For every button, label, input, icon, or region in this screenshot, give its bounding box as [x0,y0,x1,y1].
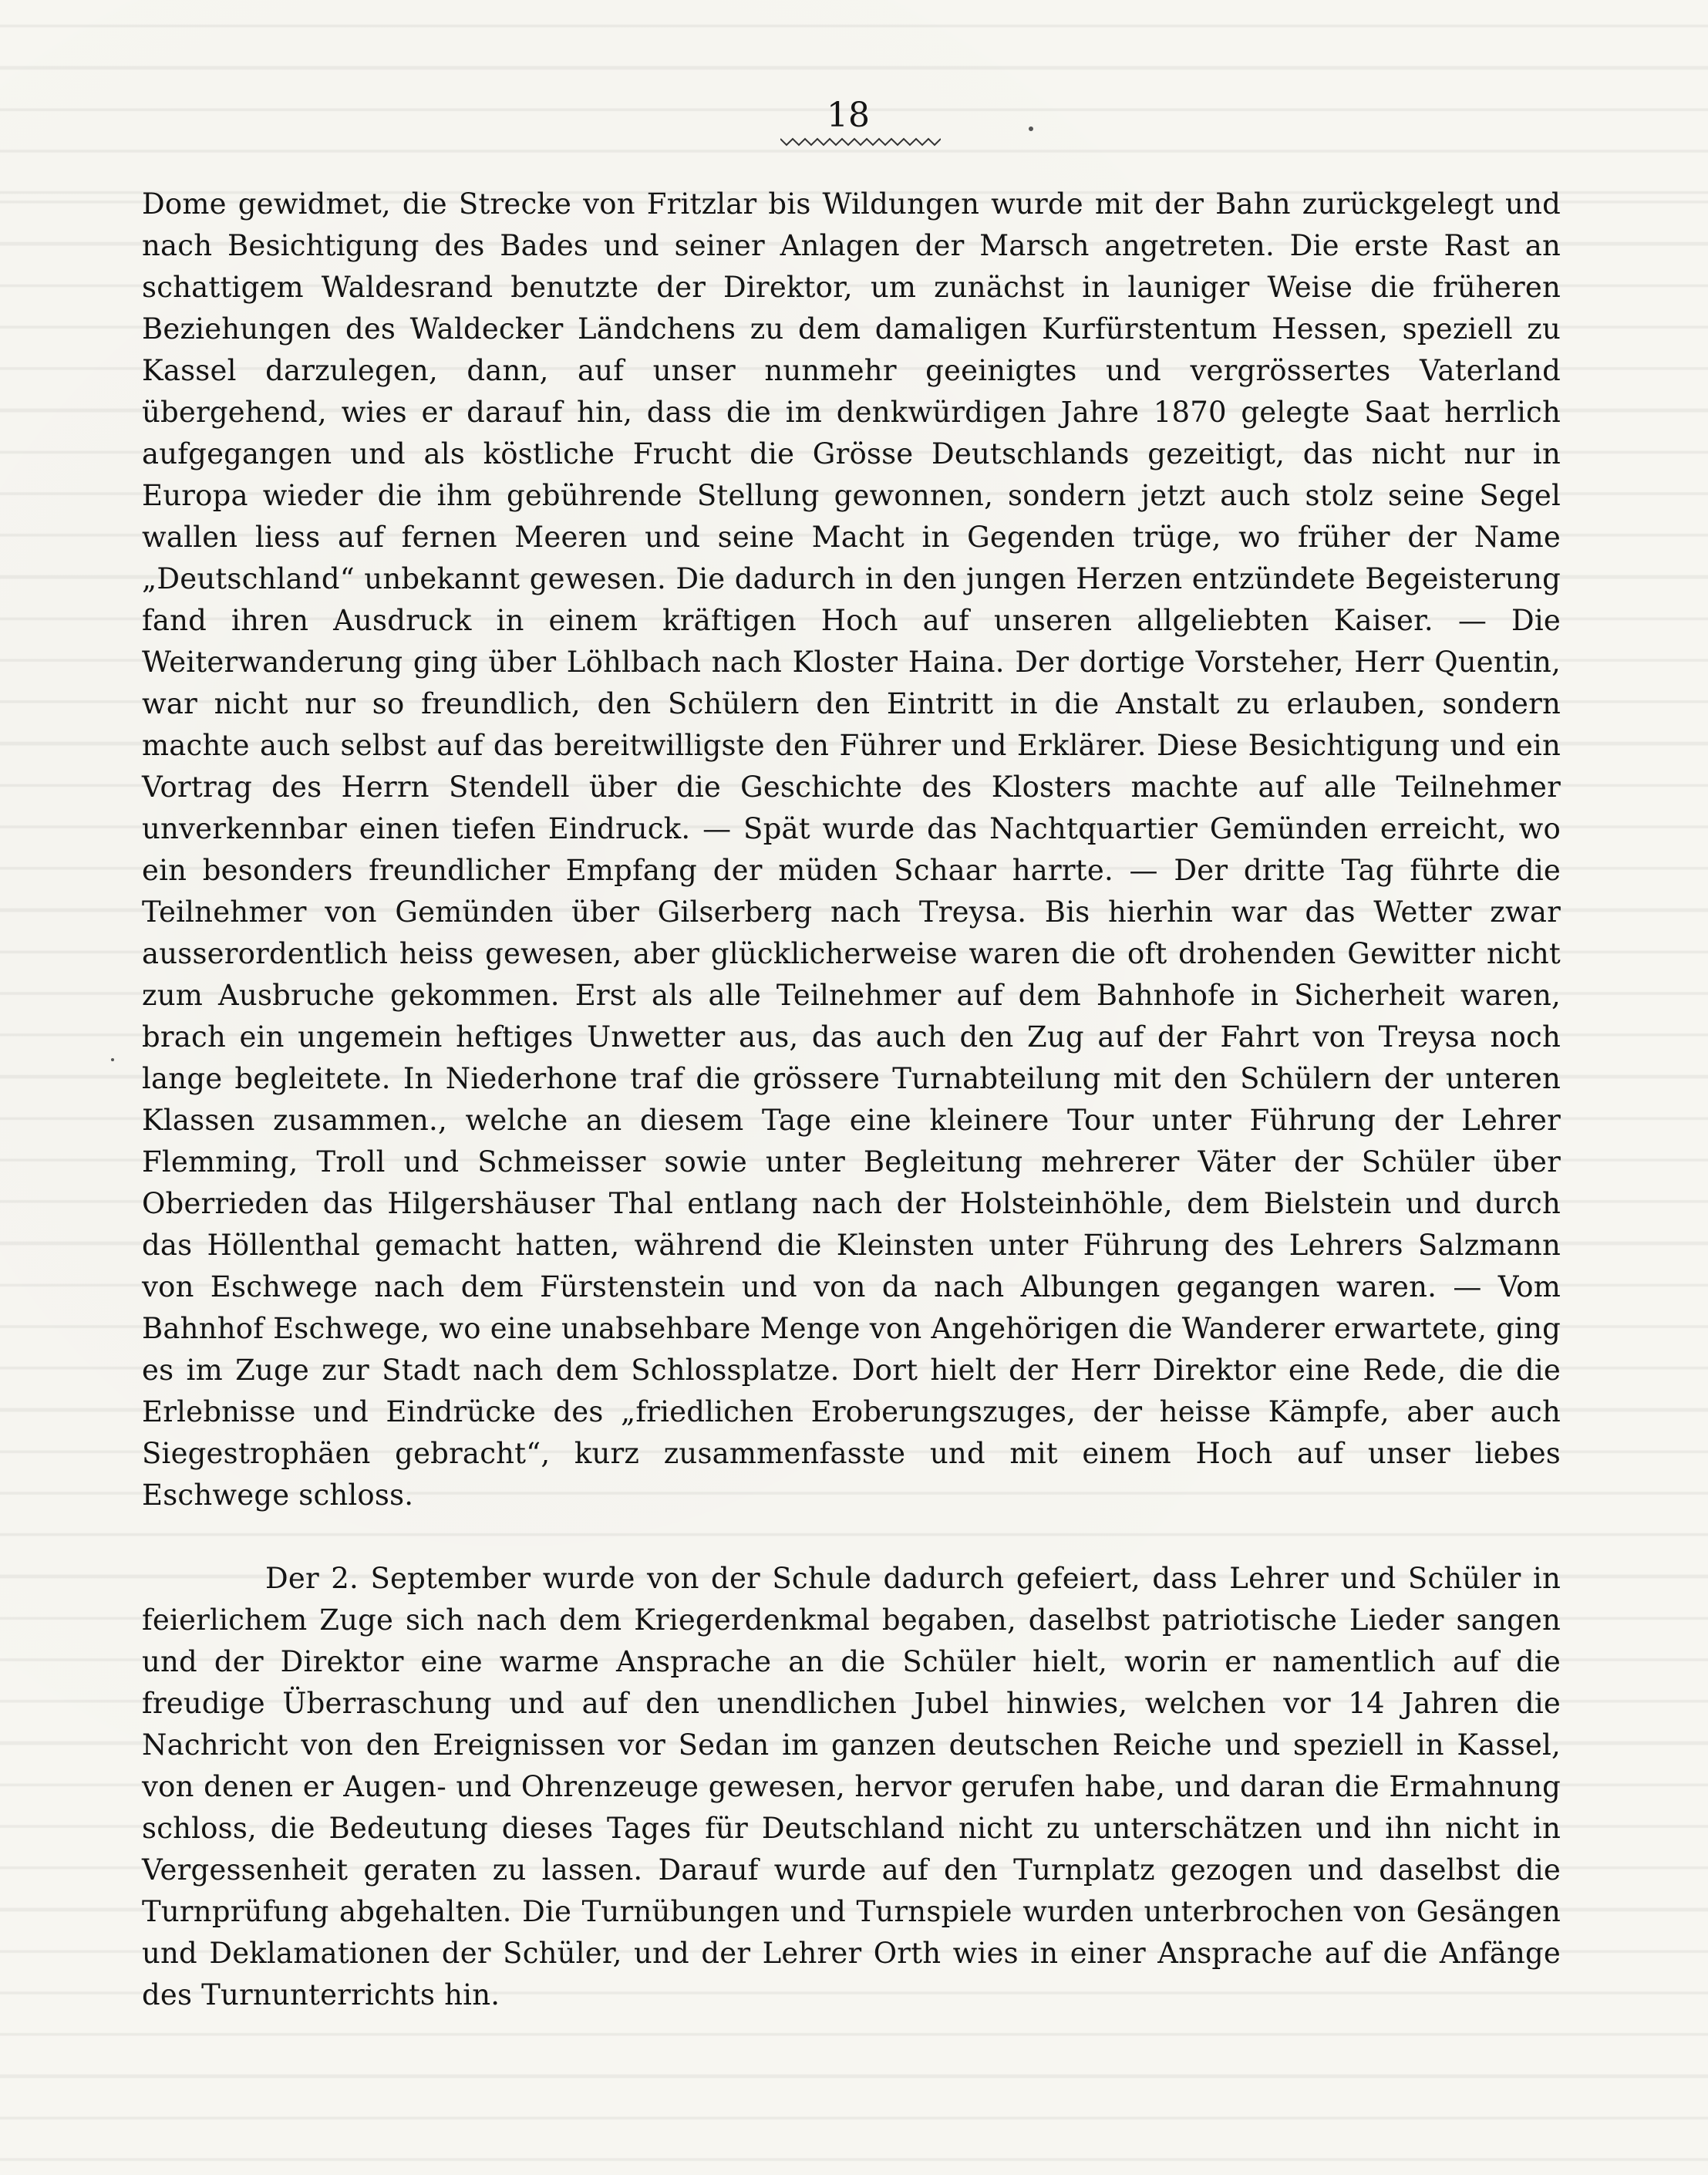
body-text [142,184,1561,2016]
ink-speck [1029,126,1033,131]
flourish-line [780,139,941,145]
ink-speck [111,1058,114,1061]
page-number: 18 [827,96,870,135]
page-number-flourish [780,136,941,148]
paragraph-sedan-day: Der 2. September wurde von der Schule dadurch gefeiert, dass Lehrer und Schüler in feierlichem Zuge sich nach dem Kriegerdenkmal begaben, daselbst patriotische Lieder sangen und der Direktor eine warme Ansprache an die Schüler hielt, worin er namentlich auf die freudige Überraschung und auf den unendlichen Jubel hinwies, welchen vor 14 Jahren die Nachricht von den Ereignissen vor Sedan im ganzen deutschen Reiche und speziell in Kassel, von denen er Augen- und Ohrenzeuge gewesen, hervor gerufen habe, und daran die Ermahnung schloss, die Bedeutung dieses Tages für Deutschland nicht zu unterschätzen und ihn nicht in Vergessenheit geraten zu lassen. Darauf wurde auf den Turnplatz gezogen und daselbst die Turnprüfung abgehalten. Die Turnübungen und Turnspiele wurden unterbrochen von Gesängen und Deklamationen der Schüler, und der Lehrer Orth wies in einer Ansprache auf die Anfänge des Turnunterrichts hin. [142,1562,1561,2011]
paragraph-excursion: Dome gewidmet, die Strecke von Fritzlar bis Wildungen wurde mit der Bahn zurückgelegt und nach Besichtigung des Bades und seiner Anlagen der Marsch angetreten. Die erste Rast an schattigem Waldesrand benutzte der Direktor, um zunächst in launiger Weise die früheren Beziehungen des Waldecker Ländchens zu dem damaligen Kurfürstentum Hessen, speziell zu Kassel darzulegen, dann, auf unser nunmehr geeinigtes und vergrössertes Vaterland übergehend, wies er darauf hin, dass die im denkwürdigen Jahre 1870 gelegte Saat herrlich aufgegangen und als köstliche Frucht die Grösse Deutschlands gezeitigt, das nicht nur in Europa wieder die ihm gebührende Stellung gewonnen, sondern jetzt auch stolz seine Segel wallen liess auf fernen Meeren und seine Macht in Gegenden trüge, wo früher der Name „Deutschland“ unbekannt gewesen. Die dadurch in den jungen Herzen entzündete Begeisterung fand ihren Ausdruck in einem kräftigen Hoch auf unseren allgeliebten Kaiser. — Die Weiterwanderung ging über Löhlbach nach Kloster Haina. Der dortige Vorsteher, Herr Quentin, war nicht nur so freundlich, den Schülern den Eintritt in die Anstalt zu erlauben, sondern machte auch selbst auf das bereitwilligste den Führer und Erklärer. Diese Besichtigung und ein Vortrag des Herrn Stendell über die Geschichte des Klosters machte auf alle Teilnehmer unverkennbar einen tiefen Eindruck. — Spät wurde das Nachtquartier Gemünden erreicht, wo ein besonders freundlicher Empfang der müden Schaar harrte. — Der dritte Tag führte die Teilnehmer von Gemünden über Gilserberg nach Treysa. Bis hierhin war das Wetter zwar ausserordentlich heiss gewesen, aber glücklicherweise waren die oft drohenden Gewitter nicht zum Ausbruche gekommen. Erst als alle Teilnehmer auf dem Bahnhofe in Sicherheit waren, brach ein ungemein heftiges Unwetter aus, das auch den Zug auf der Fahrt von Treysa noch lange begleitete. In Niederhone traf die grössere Turnabteilung mit den Schülern der unteren Klassen zusammen., welche an diesem Tage eine kleinere Tour unter Führung der Lehrer Flemming, Troll und Schmeisser sowie unter Begleitung mehrerer Väter der Schüler über Oberrieden das Hilgershäuser Thal entlang nach der Holsteinhöhle, dem Bielstein und durch das Höllenthal gemacht hatten, während die Kleinsten unter Führung des Lehrers Salzmann von Eschwege nach dem Fürstenstein und von da nach Albungen gegangen waren. — Vom Bahnhof Eschwege, wo eine unabsehbare Menge von Angehörigen die Wanderer erwartete, ging es im Zuge zur Stadt nach dem Schlossplatze. Dort hielt der Herr Direktor eine Rede, die die Erlebnisse und Eindrücke des „friedlichen Eroberungszuges, der heisse Kämpfe, aber auch Siegestrophäen gebracht“, kurz zusammenfasste und mit einem Hoch auf unser liebes Eschwege schloss. [142,187,1561,1512]
